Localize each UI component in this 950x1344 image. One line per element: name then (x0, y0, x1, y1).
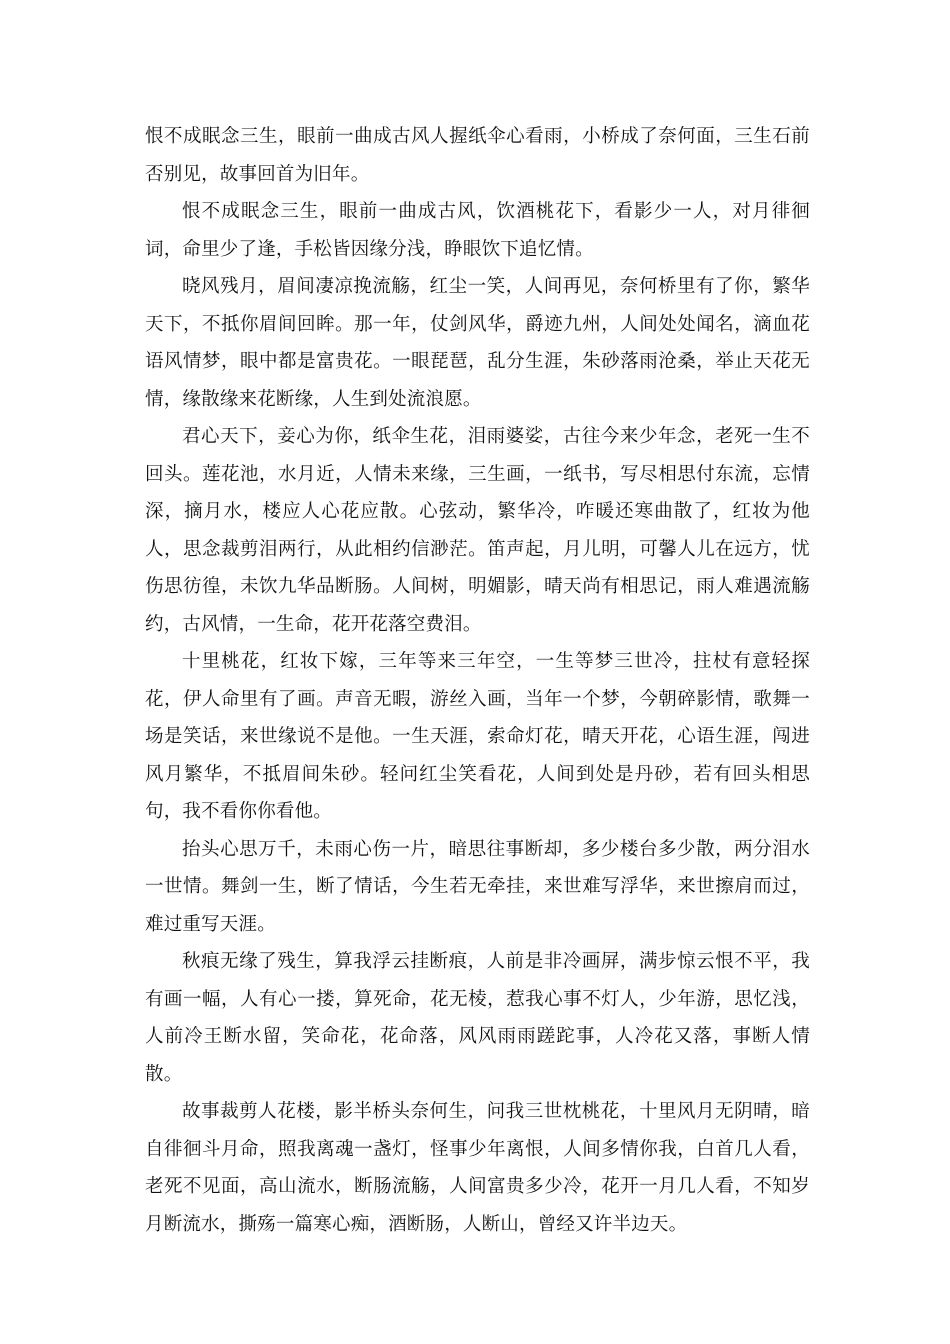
paragraph: 故事裁剪人花楼，影半桥头奈何生，问我三世枕桃花，十里风月无阴晴，暗自徘徊斗月命，照我离魂一盏灯，怪事少年离恨，人间多情你我，白首几人看，老死不见面，高山流水，断肠流觞，人间富贵多少冷，花开一月几人看，不知岁月断流水，撕殇一篇寒心痴，酒断肠，人断山，曾经又许半边天。 (145, 1101, 810, 1235)
paragraph: 抬头心思万千，未雨心伤一片，暗思往事断却，多少楼台多少散，两分泪水一世情。舞剑一生，断了情话，今生若无牵挂，来世难写浮华，来世擦肩而过，难过重写天涯。 (145, 838, 810, 935)
paragraph: 恨不成眠念三生，眼前一曲成古风人握纸伞心看雨，小桥成了奈何面，三生石前否别见，故事回首为旧年。 (145, 126, 810, 185)
paragraph: 晓风残月，眉间凄凉挽流觞，红尘一笑，人间再见，奈何桥里有了你，繁华天下，不抵你眉间回眸。那一年，仗剑风华，爵迹九州，人间处处闻名，滴血花语风情梦，眼中都是富贵花。一眼琵琶，乱分生涯，朱砂落雨沧桑，举止天花无情，缘散缘来花断缘，人生到处流浪愿。 (145, 276, 810, 410)
paragraph: 恨不成眠念三生，眼前一曲成古风，饮酒桃花下，看影少一人，对月徘徊词，命里少了逢，手松皆因缘分浅，睁眼饮下追忆情。 (145, 201, 810, 260)
paragraph: 君心天下，妾心为你，纸伞生花，泪雨婆娑，古往今来少年念，老死一生不回头。莲花池，水月近，人情未来缘，三生画，一纸书，写尽相思付东流，忘情深，摘月水，楼应人心花应散。心弦动，繁华冷，咋暖还寒曲散了，红妆为他人，思念裁剪泪两行，从此相约信渺茫。笛声起，月儿明，可馨人儿在远方，忧伤思彷徨，未饮九华品断肠。人间树，明媚影，晴天尚有相思记，雨人难遇流觞约，古风情，一生命，花开花落空费泪。 (145, 426, 810, 635)
body-text (145, 118, 810, 1243)
paragraph: 十里桃花，红妆下嫁，三年等来三年空，一生等梦三世冷，拄杖有意轻探花，伊人命里有了画。声音无暇，游丝入画，当年一个梦，今朝碎影情，歌舞一场是笑话，来世缘说不是他。一生天涯，索命灯花，晴天开花，心语生涯，闯进风月繁华，不抵眉间朱砂。轻问红尘笑看花，人间到处是丹砂，若有回头相思句，我不看你你看他。 (145, 651, 810, 822)
paragraph: 秋痕无缘了残生，算我浮云挂断痕，人前是非冷画屏，满步惊云恨不平，我有画一幅，人有心一搂，算死命，花无棱，惹我心事不灯人，少年游，思忆浅，人前冷王断水留，笑命花，花命落，风风雨雨蹉跎事，人冷花又落，事断人情散。 (145, 951, 810, 1085)
